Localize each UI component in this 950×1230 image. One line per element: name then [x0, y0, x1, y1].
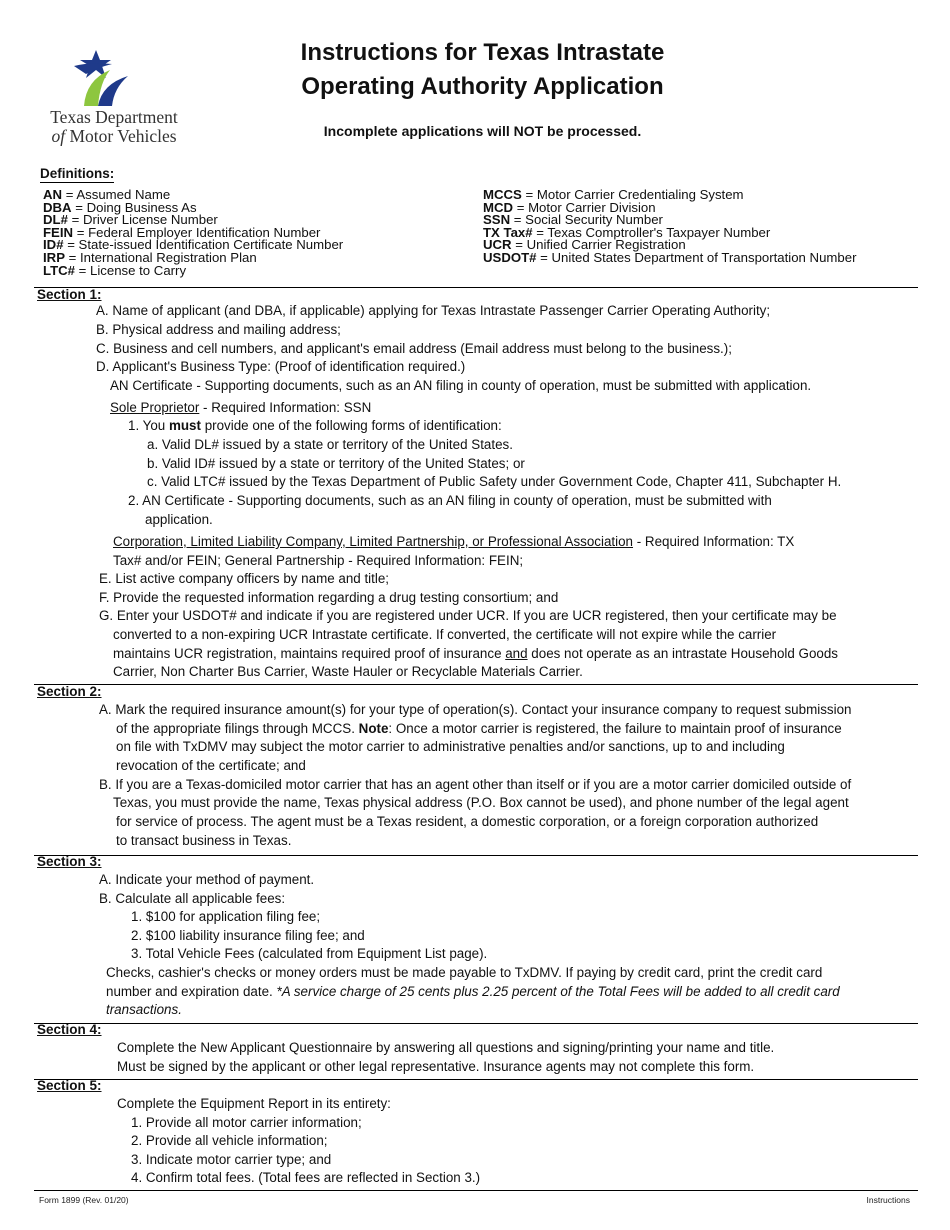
title-line-2: Operating Authority Application	[301, 73, 664, 100]
definition-item: ID# = State-issued Identification Certificate Number	[43, 237, 344, 253]
logo-line-1: Texas Department	[50, 107, 178, 127]
section-1-item-g-cont: Carrier, Non Charter Bus Carrier, Waste Hauler or Recyclable Materials Carrier.	[113, 664, 583, 679]
definition-item: SSN = Social Security Number	[483, 212, 663, 228]
section-2-item-a-cont: revocation of the certificate; and	[116, 758, 306, 773]
section-divider	[34, 1079, 918, 1080]
id-option-c: c. Valid LTC# issued by the Texas Department of Public Safety under Government Code, Chapter 411, Subchapter H.	[147, 474, 842, 489]
logo-line-2	[34, 127, 194, 146]
definition-item: AN = Assumed Name	[43, 187, 171, 202]
equipment-item-3: 3. Indicate motor carrier type; and	[131, 1152, 332, 1167]
definition-item: DL# = Driver License Number	[43, 212, 218, 228]
id-option-a: a. Valid DL# issued by a state or territory of the United States.	[147, 437, 513, 452]
equipment-item-1: 1. Provide all motor carrier information;	[131, 1115, 362, 1130]
payment-note-cont: number and expiration date. *A service charge of 25 cents plus 2.25 percent of the Total Fees will be added to all credit card	[106, 984, 840, 999]
fee-item-2: 2. $100 liability insurance filing fee; and	[131, 928, 365, 943]
definition-item: UCR = Unified Carrier Registration	[483, 237, 686, 253]
section-2-heading: Section 2:	[37, 684, 102, 699]
section-1-item-c: C. Business and cell numbers, and applicant's email address (Email address must belong to the business.);	[96, 341, 732, 356]
definition-item: USDOT# = United States Department of Transportation Number	[483, 249, 857, 265]
definition-item: DBA = Doing Business As	[43, 199, 197, 215]
section-1-item-d: D. Applicant's Business Type: (Proof of identification required.)	[96, 359, 466, 374]
section-5-intro: Complete the Equipment Report in its entirety:	[117, 1096, 391, 1111]
payment-note-cont: transactions.	[106, 1002, 182, 1017]
section-3-item-a: A. Indicate your method of payment.	[99, 872, 315, 887]
definition-item: LTC# = License to Carry	[43, 262, 187, 278]
section-5-heading: Section 5:	[37, 1078, 102, 1093]
section-1-item-b: B. Physical address and mailing address;	[96, 322, 341, 337]
corporation-line-2: Tax# and/or FEIN; General Partnership - Required Information: FEIN;	[113, 553, 524, 568]
an-certificate-item-2: 2. AN Certificate - Supporting documents, such as an AN filing in county of operation, must be submitted with	[128, 493, 772, 508]
section-2-item-b-cont: to transact business in Texas.	[116, 833, 292, 848]
definitions-left-list	[43, 189, 473, 277]
sole-proprietor-line: Sole Proprietor - Required Information: SSN	[110, 400, 372, 415]
corporation-label: Corporation, Limited Liability Company, Limited Partnership, or Professional Association	[113, 534, 634, 549]
footer-label: Instructions	[866, 1195, 910, 1205]
title-line-1: Instructions for Texas Intrastate	[300, 39, 665, 66]
section-1-item-g-cont: converted to a non-expiring UCR Intrastate certificate. If converted, the certificate will not expire while the carrier	[113, 627, 777, 642]
definitions-heading: Definitions:	[40, 166, 115, 181]
section-divider	[34, 287, 918, 288]
section-3-item-b: B. Calculate all applicable fees:	[99, 891, 286, 906]
section-4-line-1: Complete the New Applicant Questionnaire by answering all questions and signing/printing your name and title.	[117, 1040, 775, 1055]
section-2-item-b-cont: for service of process. The agent must be a Texas resident, a domestic corporation, or a foreign corporation authorized	[116, 814, 819, 829]
definition-item: MCD = Motor Carrier Division	[483, 199, 656, 215]
section-divider	[34, 855, 918, 856]
an-certificate-note: AN Certificate - Supporting documents, such as an AN filing in county of operation, must be submitted with application.	[110, 378, 812, 393]
star-swoosh-icon	[34, 36, 194, 108]
fee-item-3: 3. Total Vehicle Fees (calculated from Equipment List page).	[131, 946, 488, 961]
definition-item: MCCS = Motor Carrier Credentialing System	[483, 187, 744, 202]
logo-of: of	[51, 126, 66, 146]
definition-item: FEIN = Federal Employer Identification Number	[43, 224, 321, 240]
section-2-item-a-cont: of the appropriate filings through MCCS. Note: Once a motor carrier is registered, the failure to maintain proof of insurance	[116, 721, 842, 736]
txdmv-logo	[34, 36, 194, 148]
footer-divider	[34, 1190, 918, 1191]
section-1-item-a: A. Name of applicant (and DBA, if applicable) applying for Texas Intrastate Passenger Carrier Operating Authority;	[96, 303, 771, 318]
section-2-item-b-cont: Texas, you must provide the name, Texas physical address (P.O. Box cannot be used), and phone number of the legal agent	[113, 795, 849, 810]
section-2-item-a-cont: on file with TxDMV may subject the motor carrier to administrative penalties and/or sanctions, up to and including	[116, 739, 785, 754]
section-4-line-2: Must be signed by the applicant or other legal representative. Insurance agents may not complete this form.	[117, 1059, 755, 1074]
section-divider	[34, 1023, 918, 1024]
payment-note: Checks, cashier's checks or money orders must be made payable to TxDMV. If paying by credit card, print the credit card	[106, 965, 823, 980]
section-4-heading: Section 4:	[37, 1022, 102, 1037]
fee-item-1: 1. $100 for application filing fee;	[131, 909, 321, 924]
incomplete-notice: Incomplete applications will NOT be processed.	[323, 123, 642, 139]
section-divider	[34, 684, 918, 685]
sole-proprietor-label: Sole Proprietor	[110, 400, 200, 415]
definitions-right-list	[483, 189, 923, 265]
section-1-heading: Section 1:	[37, 287, 102, 302]
section-1-item-g: G. Enter your USDOT# and indicate if you are registered under UCR. If you are UCR registered, then your certificate may be	[99, 608, 837, 623]
section-1-item-e: E. List active company officers by name and title;	[99, 571, 390, 586]
form-number: Form 1899 (Rev. 01/20)	[39, 1195, 129, 1205]
section-1-item-g-cont: maintains UCR registration, maintains required proof of insurance and does not operate as an intrastate Household Goods	[113, 646, 839, 661]
must-provide-line: 1. You must provide one of the following forms of identification:	[128, 418, 502, 433]
corporation-line: Corporation, Limited Liability Company, Limited Partnership, or Professional Association - Required Information: TX	[113, 534, 795, 549]
section-1-item-f: F. Provide the requested information regarding a drug testing consortium; and	[99, 590, 559, 605]
id-option-b: b. Valid ID# issued by a state or territory of the United States; or	[147, 456, 525, 471]
section-3-heading: Section 3:	[37, 854, 102, 869]
logo-wordmark	[34, 108, 194, 146]
an-certificate-item-2-cont: application.	[145, 512, 213, 527]
page-title	[250, 36, 715, 104]
equipment-item-4: 4. Confirm total fees. (Total fees are reflected in Section 3.)	[131, 1170, 481, 1185]
section-2-item-b: B. If you are a Texas-domiciled motor carrier that has an agent other than itself or if you are a motor carrier domiciled outside of	[99, 777, 852, 792]
logo-motor-vehicles: Motor Vehicles	[69, 126, 177, 146]
definition-item: TX Tax# = Texas Comptroller's Taxpayer Number	[483, 224, 771, 240]
equipment-item-2: 2. Provide all vehicle information;	[131, 1133, 328, 1148]
definition-item: IRP = International Registration Plan	[43, 249, 257, 265]
section-2-item-a: A. Mark the required insurance amount(s) for your type of operation(s). Contact your insurance company to request submission	[99, 702, 852, 717]
